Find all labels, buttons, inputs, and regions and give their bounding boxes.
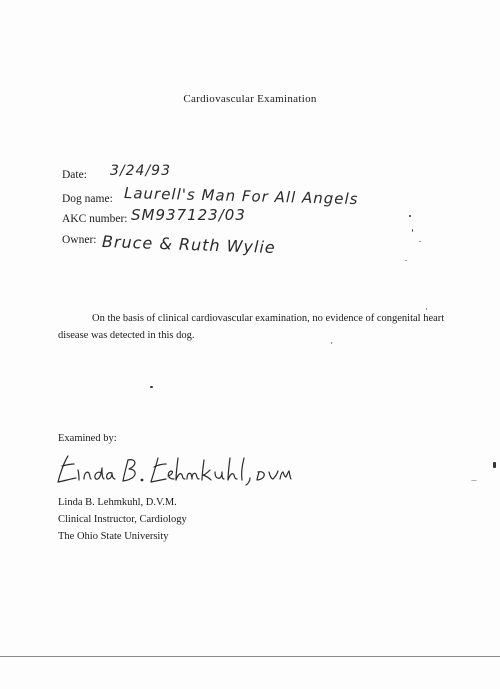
handwritten-signature [54, 448, 294, 490]
scan-speck [419, 241, 421, 242]
scan-speck [150, 386, 153, 388]
owner-label: Owner: [62, 234, 97, 246]
scan-speck [409, 215, 411, 217]
dog-name-value: Laurell's Man For All Angels [123, 184, 359, 209]
examination-statement [58, 310, 458, 344]
dog-name-label: Dog name: [62, 193, 113, 205]
scan-speck [493, 462, 496, 468]
examiner-institution: The Ohio State University [58, 531, 169, 542]
scan-edge-line [0, 656, 500, 657]
akc-number-value: SM937123/03 [131, 206, 246, 224]
scan-speck [412, 229, 413, 232]
scan-speck [471, 480, 477, 481]
akc-number-label: AKC number: [62, 213, 128, 225]
document-title: Cardiovascular Examination [183, 93, 317, 105]
statement-line-2: was detected in this dog. [90, 330, 195, 341]
statement-line-1: On the basis of clinical cardiovascular examination, no evidence of congenital heart disease [58, 313, 445, 341]
examined-by-label: Examined by: [58, 433, 117, 444]
examiner-name: Linda B. Lehmkuhl, D.V.M. [58, 497, 177, 508]
scan-speck [331, 342, 332, 344]
date-label: Date: [62, 169, 87, 181]
examiner-title: Clinical Instructor, Cardiology [58, 514, 187, 525]
date-value: 3/24/93 [110, 163, 171, 179]
scan-speck [426, 308, 427, 310]
owner-value: Bruce & Ruth Wylie [101, 232, 276, 258]
scan-speck [405, 260, 407, 261]
